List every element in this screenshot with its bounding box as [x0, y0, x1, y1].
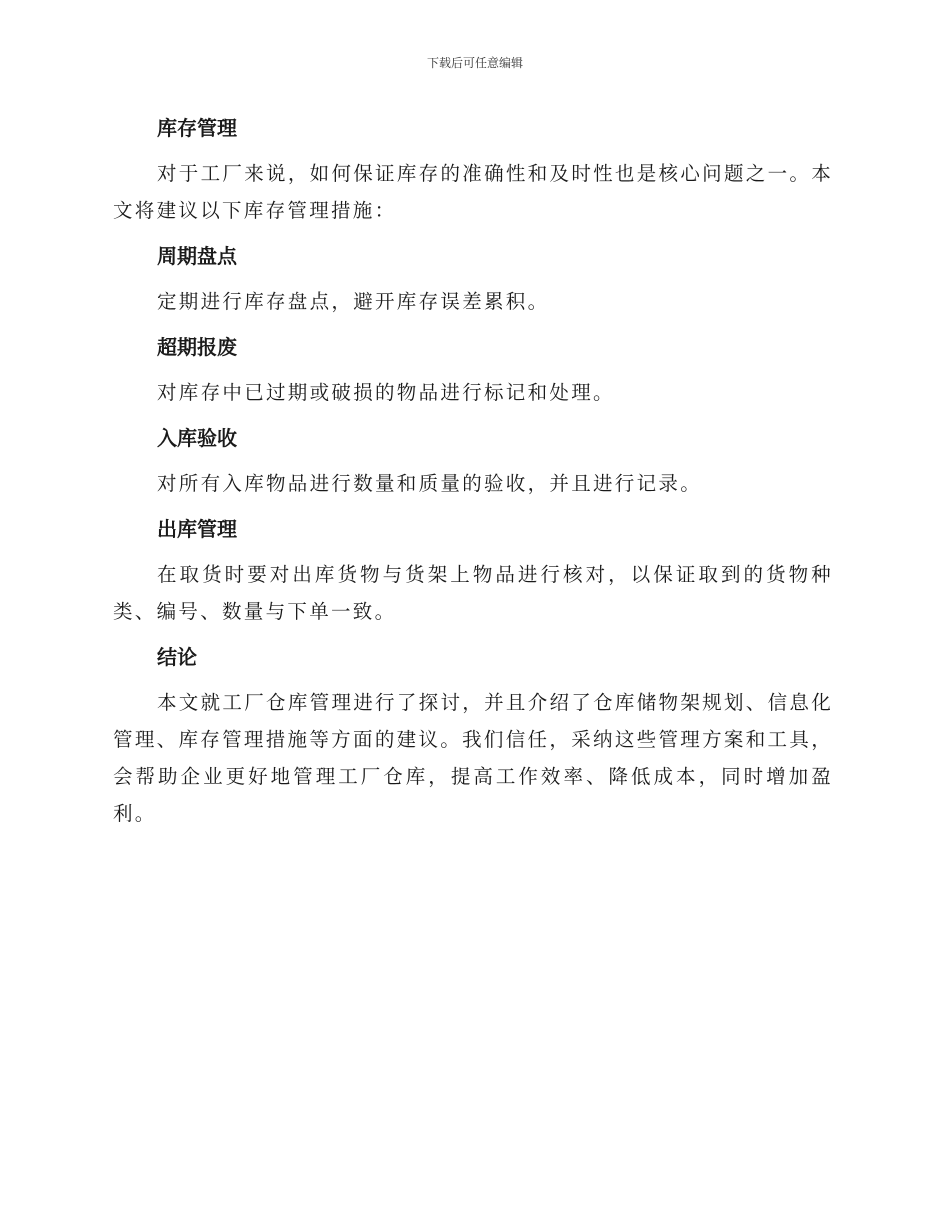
section-paragraph-periodic-count: 定期进行库存盘点，避开库存误差累积。	[157, 290, 550, 313]
section-heading-periodic-count: 周期盘点	[157, 244, 237, 268]
document-body	[113, 110, 833, 841]
section-paragraph-inbound-inspection: 对所有入库物品进行数量和质量的验收，并且进行记录。	[157, 472, 703, 495]
section-heading-conclusion: 结论	[157, 645, 197, 669]
page-header: 下载后可任意编辑	[426, 56, 523, 70]
section-paragraph-inventory-management: 对于工厂来说，如何保证库存的准确性和及时性也是核心问题之一。本文将建议以下库存管理措施：	[113, 162, 833, 222]
section-heading-outbound-management: 出库管理	[157, 517, 237, 541]
section-paragraph-expired-scrap: 对库存中已过期或破损的物品进行标记和处理。	[157, 381, 615, 404]
section-heading-inventory-management: 库存管理	[157, 116, 237, 140]
section-paragraph-conclusion: 本文就工厂仓库管理进行了探讨，并且介绍了仓库储物架规划、信息化管理、库存管理措施等方面的建议。我们信任，采纳这些管理方案和工具，会帮助企业更好地管理工厂仓库，提高工作效率、降低成本，同时增加盈利。	[113, 691, 833, 825]
section-heading-inbound-inspection: 入库验收	[157, 426, 237, 450]
section-heading-expired-scrap: 超期报废	[157, 335, 237, 359]
section-paragraph-outbound-management: 在取货时要对出库货物与货架上物品进行核对，以保证取到的货物种类、编号、数量与下单一致。	[113, 563, 833, 623]
